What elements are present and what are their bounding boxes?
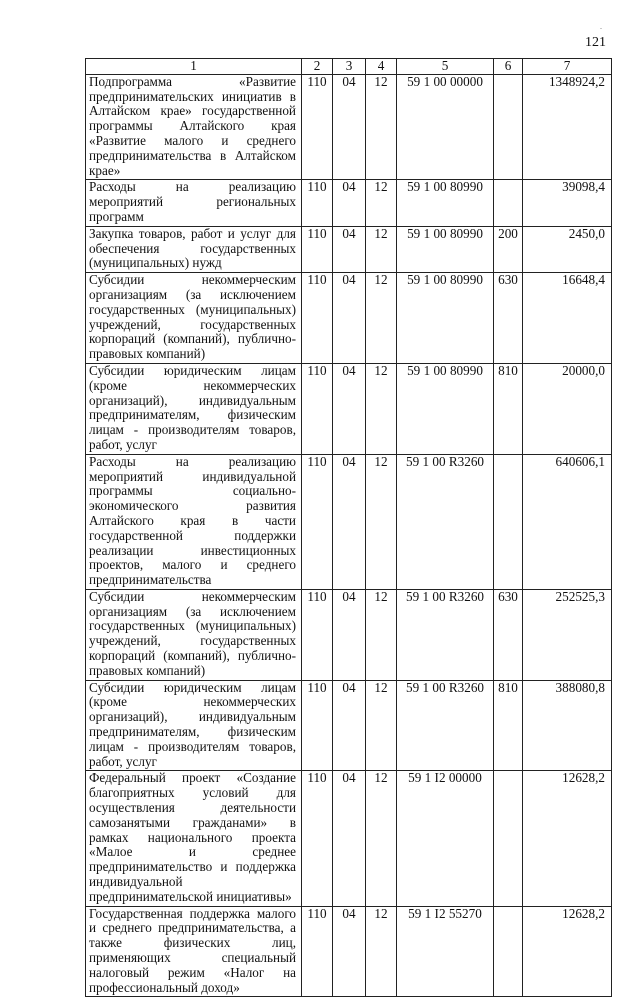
row-subsection-cell: 12 — [366, 74, 397, 180]
row-code-cell: 110 — [302, 906, 333, 997]
row-type-cell — [494, 74, 523, 180]
row-type-cell — [494, 906, 523, 997]
row-section-cell: 04 — [333, 226, 366, 272]
row-sum-cell: 12628,2 — [523, 906, 612, 997]
row-section-cell: 04 — [333, 589, 366, 680]
row-target-cell: 59 1 00 80990 — [397, 226, 494, 272]
budget-table — [85, 58, 612, 997]
header-cell: 4 — [366, 59, 397, 75]
row-section-cell: 04 — [333, 363, 366, 454]
row-section-cell: 04 — [333, 273, 366, 364]
header-cell: 1 — [86, 59, 302, 75]
row-type-cell: 630 — [494, 589, 523, 680]
row-code-cell: 110 — [302, 454, 333, 589]
row-subsection-cell: 12 — [366, 363, 397, 454]
row-name-cell: Федеральный проект «Создание благоприятных условий для осуществления деятельности самозанятыми гражданами» в рамках национального проекта «Малое и среднее предпринимательство и поддержка индивидуальной предпринимательской инициативы» — [86, 771, 302, 906]
table-row — [86, 454, 612, 589]
table-row — [86, 589, 612, 680]
row-subsection-cell: 12 — [366, 771, 397, 906]
row-name-cell: Расходы на реализацию мероприятий индивидуальной программы социально-экономического развития Алтайского края в части государственной поддержки реализации инвестиционных проектов, малого и среднего предпринимательства — [86, 454, 302, 589]
page-number: 121 — [585, 35, 606, 50]
row-type-cell: 810 — [494, 680, 523, 771]
row-section-cell: 04 — [333, 180, 366, 226]
table-row — [86, 226, 612, 272]
row-name-cell: Субсидии юридическим лицам (кроме некоммерческих организаций), индивидуальным предпринимателям, физическим лицам - производителям товаров, работ, услуг — [86, 363, 302, 454]
table-row — [86, 74, 612, 180]
row-sum-cell: 16648,4 — [523, 273, 612, 364]
row-section-cell: 04 — [333, 680, 366, 771]
row-sum-cell: 252525,3 — [523, 589, 612, 680]
row-target-cell: 59 1 00 80990 — [397, 180, 494, 226]
row-type-cell: 200 — [494, 226, 523, 272]
table-row — [86, 180, 612, 226]
header-cell: 2 — [302, 59, 333, 75]
row-code-cell: 110 — [302, 74, 333, 180]
row-target-cell: 59 1 00 R3260 — [397, 589, 494, 680]
table-row — [86, 771, 612, 906]
row-name-cell: Субсидии некоммерческим организациям (за исключением государственных (муниципальных) учреждений, государственных корпораций (компаний), публично-правовых компаний) — [86, 589, 302, 680]
row-section-cell: 04 — [333, 74, 366, 180]
row-section-cell: 04 — [333, 771, 366, 906]
row-subsection-cell: 12 — [366, 226, 397, 272]
scan-dot: . — [600, 22, 602, 31]
table-row — [86, 273, 612, 364]
table-row — [86, 680, 612, 771]
row-subsection-cell: 12 — [366, 589, 397, 680]
row-sum-cell: 39098,4 — [523, 180, 612, 226]
row-code-cell: 110 — [302, 363, 333, 454]
row-name-cell: Субсидии юридическим лицам (кроме некоммерческих организаций), индивидуальным предпринимателям, физическим лицам - производителям товаров, работ, услуг — [86, 680, 302, 771]
header-row — [86, 59, 612, 75]
row-name-cell: Расходы на реализацию мероприятий региональных программ — [86, 180, 302, 226]
row-code-cell: 110 — [302, 226, 333, 272]
row-subsection-cell: 12 — [366, 180, 397, 226]
row-name-cell: Государственная поддержка малого и среднего предпринимательства, а также физических лиц, применяющих специальный налоговый режим «Налог на профессиональный доход» — [86, 906, 302, 997]
row-target-cell: 59 1 00 R3260 — [397, 454, 494, 589]
row-name-cell: Закупка товаров, работ и услуг для обеспечения государственных (муниципальных) нужд — [86, 226, 302, 272]
row-code-cell: 110 — [302, 680, 333, 771]
row-sum-cell: 640606,1 — [523, 454, 612, 589]
row-sum-cell: 2450,0 — [523, 226, 612, 272]
row-type-cell — [494, 180, 523, 226]
row-type-cell — [494, 771, 523, 906]
row-code-cell: 110 — [302, 771, 333, 906]
row-target-cell: 59 1 00 80990 — [397, 363, 494, 454]
row-type-cell: 810 — [494, 363, 523, 454]
row-sum-cell: 388080,8 — [523, 680, 612, 771]
header-cell: 3 — [333, 59, 366, 75]
header-cell: 7 — [523, 59, 612, 75]
row-subsection-cell: 12 — [366, 273, 397, 364]
row-target-cell: 59 1 I2 00000 — [397, 771, 494, 906]
row-target-cell: 59 1 00 R3260 — [397, 680, 494, 771]
row-name-cell: Субсидии некоммерческим организациям (за исключением государственных (муниципальных) учреждений, государственных корпораций (компаний), публично-правовых компаний) — [86, 273, 302, 364]
row-target-cell: 59 1 00 00000 — [397, 74, 494, 180]
row-code-cell: 110 — [302, 589, 333, 680]
table-row — [86, 363, 612, 454]
row-subsection-cell: 12 — [366, 906, 397, 997]
row-type-cell: 630 — [494, 273, 523, 364]
row-type-cell — [494, 454, 523, 589]
row-section-cell: 04 — [333, 454, 366, 589]
row-target-cell: 59 1 00 80990 — [397, 273, 494, 364]
row-code-cell: 110 — [302, 180, 333, 226]
row-subsection-cell: 12 — [366, 680, 397, 771]
row-subsection-cell: 12 — [366, 454, 397, 589]
row-name-cell: Подпрограмма «Развитие предпринимательских инициатив в Алтайском крае» государственной программы Алтайского края «Развитие малого и среднего предпринимательства в Алтайском крае» — [86, 74, 302, 180]
table-row — [86, 906, 612, 997]
header-cell: 6 — [494, 59, 523, 75]
row-sum-cell: 12628,2 — [523, 771, 612, 906]
row-sum-cell: 20000,0 — [523, 363, 612, 454]
row-code-cell: 110 — [302, 273, 333, 364]
header-cell: 5 — [397, 59, 494, 75]
row-section-cell: 04 — [333, 906, 366, 997]
row-sum-cell: 1348924,2 — [523, 74, 612, 180]
row-target-cell: 59 1 I2 55270 — [397, 906, 494, 997]
